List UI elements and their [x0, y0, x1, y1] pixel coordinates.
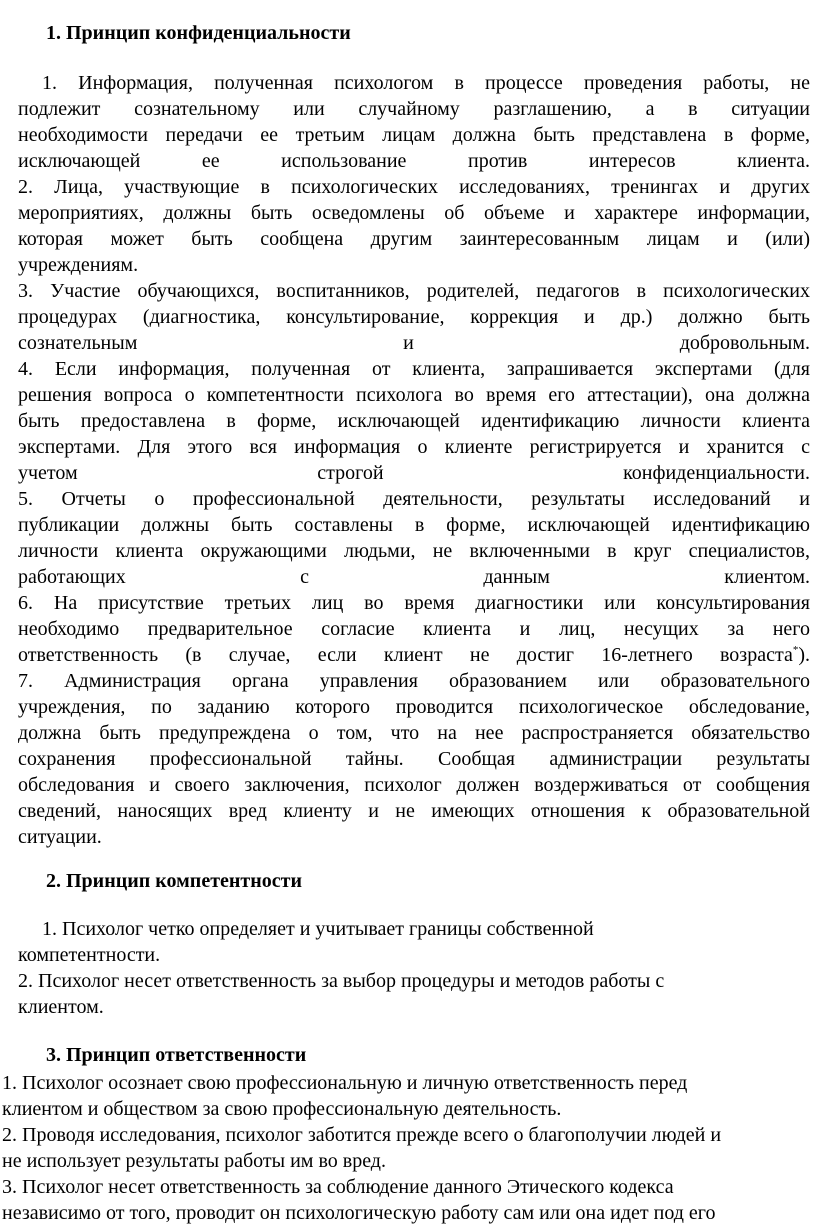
paragraph-line: 2. Лица, участвующие в психологических исследованиях, тренингах и других: [18, 176, 810, 198]
paragraph-line: быть предоставлена в форме, исключающей идентификацию личности клиента: [18, 410, 810, 432]
section-1-body: [18, 70, 810, 850]
paragraph-line: необходимости передачи ее третьим лицам должна быть представлена в форме,: [18, 124, 810, 146]
paragraph-line: которая может быть сообщена другим заинтересованным лицам и (или): [18, 228, 810, 250]
paragraph-line: 3. Психолог несет ответственность за соблюдение данного Этического кодекса: [2, 1176, 674, 1198]
section-3-body: [2, 1070, 812, 1226]
paragraph-line: 5. Отчеты о профессиональной деятельности, результаты исследований и: [18, 488, 810, 510]
footnote-mark: *: [792, 644, 799, 656]
paragraph-line-text: ответственность (в случае, если клиент не достиг 16-летнего возраста: [18, 644, 793, 666]
paragraph-line: клиентом и обществом за свою профессиональную деятельность.: [2, 1098, 562, 1120]
paragraph-line-end: ).: [798, 644, 810, 666]
paragraph-line: личности клиента окружающими людьми, не включенными в круг специалистов,: [18, 540, 810, 562]
section-3-title: 3. Принцип ответственности: [46, 1044, 307, 1066]
paragraph-line: 1. Психолог четко определяет и учитывает границы собственной: [42, 918, 594, 940]
paragraph-line: сохранения профессиональной тайны. Сообщая администрации результаты: [18, 748, 810, 770]
paragraph-line: учетом строгой конфиденциальности.: [18, 462, 810, 484]
paragraph-line: учреждения, по заданию которого проводится психологическое обследование,: [18, 696, 810, 718]
paragraph-line: 4. Если информация, полученная от клиента, запрашивается экспертами (для: [18, 358, 810, 380]
section-2-title: 2. Принцип компетентности: [46, 870, 302, 892]
paragraph-line: 1. Информация, полученная психологом в процессе проведения работы, не: [42, 72, 810, 94]
section-2-body: [18, 916, 816, 1020]
paragraph-line: 1. Психолог осознает свою профессиональную и личную ответственность перед: [2, 1072, 688, 1094]
paragraph-line: 3. Участие обучающихся, воспитанников, родителей, педагогов в психологических: [18, 280, 810, 302]
paragraph-line: 2. Проводя исследования, психолог заботится прежде всего о благополучии людей и: [2, 1124, 722, 1146]
paragraph-line: ситуации.: [18, 826, 102, 848]
paragraph-line: подлежит сознательному или случайному разглашению, а в ситуации: [18, 98, 810, 120]
paragraph-line: мероприятиях, должны быть осведомлены об объеме и характере информации,: [18, 202, 810, 224]
paragraph-line: экспертами. Для этого вся информация о клиенте регистрируется и хранится с: [18, 436, 810, 458]
paragraph-line: 7. Администрация органа управления образованием или образовательного: [18, 670, 810, 692]
paragraph-line: сведений, наносящих вред клиенту и не имеющих отношения к образовательной: [18, 800, 810, 822]
paragraph-line: независимо от того, проводит он психологическую работу сам или она идет под его: [2, 1202, 716, 1224]
paragraph-line: клиентом.: [18, 996, 104, 1018]
section-1-title: 1. Принцип конфиденциальности: [46, 22, 351, 44]
paragraph-line: процедурах (диагностика, консультирование, коррекция и др.) должно быть: [18, 306, 810, 328]
paragraph-line: 6. На присутствие третьих лиц во время диагностики или консультирования: [18, 592, 810, 614]
paragraph-line: учреждениям.: [18, 254, 139, 276]
paragraph-line: публикации должны быть составлены в форме, исключающей идентификацию: [18, 514, 810, 536]
paragraph-line: должна быть предупреждена о том, что на нее распространяется обязательство: [18, 722, 810, 744]
paragraph-line: решения вопроса о компетентности психолога во время его аттестации), она должна: [18, 384, 810, 406]
paragraph-line: исключающей ее использование против интересов клиента.: [18, 150, 810, 172]
paragraph-line: необходимо предварительное согласие клиента и лиц, несущих за него: [18, 618, 810, 640]
paragraph-line: работающих с данным клиентом.: [18, 566, 810, 588]
paragraph-line: компетентности.: [18, 944, 161, 966]
paragraph-line: сознательным и добровольным.: [18, 332, 810, 354]
paragraph-line: не использует результаты работы им во вред.: [2, 1150, 386, 1172]
paragraph-line-footnote: [18, 642, 810, 668]
paragraph-line: 2. Психолог несет ответственность за выбор процедуры и методов работы с: [18, 970, 665, 992]
paragraph-line: обследования и своего заключения, психолог должен воздерживаться от сообщения: [18, 774, 810, 796]
